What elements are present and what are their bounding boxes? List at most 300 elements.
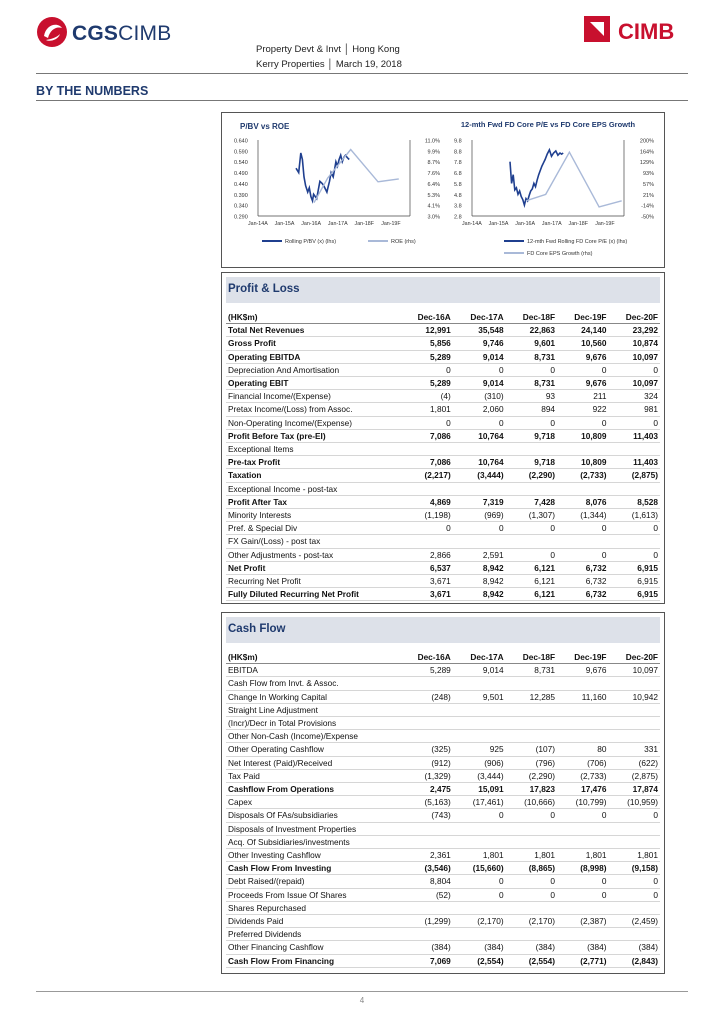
charts-svg: [222, 113, 664, 267]
pl-cell: 10,560: [557, 337, 608, 350]
cf-cell: [506, 901, 557, 914]
pl-row-label: Exceptional Income - post-tax: [226, 482, 400, 495]
cf-row-label: Cash Flow from Invt. & Assoc.: [226, 677, 400, 690]
y-left-tick-label: 5.8: [454, 181, 462, 188]
legend-label: ROE (rhs): [391, 239, 416, 245]
pl-table-row: [226, 575, 660, 588]
cf-cell: [609, 928, 661, 941]
pl-cell: 8,942: [453, 588, 506, 601]
cf-cell: [453, 730, 506, 743]
cf-cell: (2,733): [557, 769, 608, 782]
x-tick-label: Jan-17A: [327, 221, 348, 227]
pl-cell: 9,676: [557, 377, 608, 390]
cf-cell: (912): [400, 756, 453, 769]
pl-cell: 22,863: [506, 324, 557, 337]
pl-cell: 9,718: [506, 456, 557, 469]
pl-cell: 10,097: [609, 377, 661, 390]
cash-flow-panel: [221, 612, 665, 974]
cf-row-label: Capex: [226, 796, 400, 809]
pl-cell: 8,942: [453, 575, 506, 588]
cf-row-label: Disposals of Investment Properties: [226, 822, 400, 835]
pl-cell: (969): [453, 509, 506, 522]
pl-row-label: Pref. & Special Div: [226, 522, 400, 535]
cf-table-row: [226, 901, 660, 914]
logo-right-text: CIMB: [618, 19, 675, 44]
pl-row-label: Profit Before Tax (pre-EI): [226, 429, 400, 442]
x-tick-label: Jan-16A: [301, 221, 322, 227]
cf-cell: (8,865): [506, 862, 557, 875]
cf-cell: (52): [400, 888, 453, 901]
pl-cell: 24,140: [557, 324, 608, 337]
header-sector: Property Devt & Invt │ Hong Kong: [256, 44, 400, 55]
pl-cell: 0: [609, 548, 661, 561]
cf-cell: 0: [506, 888, 557, 901]
cf-cell: 0: [453, 875, 506, 888]
y-left-tick-label: 9.8: [454, 138, 462, 145]
pl-cell: 9,718: [506, 429, 557, 442]
cf-col-header: Dec-17A: [453, 651, 506, 664]
cf-table-row: [226, 928, 660, 941]
cf-cell: (1,299): [400, 915, 453, 928]
cash-flow-title-bar: [226, 617, 660, 643]
pl-table-row: [226, 403, 660, 416]
y-right-tick-label: 200%: [639, 138, 654, 145]
cf-cell: (3,546): [400, 862, 453, 875]
cf-cell: (384): [609, 941, 661, 954]
cf-cell: (2,290): [506, 769, 557, 782]
pl-cell: 6,732: [557, 561, 608, 574]
cf-table-row: [226, 915, 660, 928]
pl-cell: 9,601: [506, 337, 557, 350]
y-right-tick-label: 3.0%: [427, 214, 440, 221]
pl-cell: 3,671: [400, 588, 453, 601]
y-right-tick-label: 57%: [642, 181, 654, 188]
pl-cell: [453, 482, 506, 495]
pl-cell: 10,097: [609, 350, 661, 363]
pl-row-label: Profit After Tax: [226, 495, 400, 508]
pl-row-label: Pretax Income/(Loss) from Assoc.: [226, 403, 400, 416]
pl-cell: 8,076: [557, 495, 608, 508]
x-tick-label: Jan-17A: [541, 221, 562, 227]
pl-cell: (2,217): [400, 469, 453, 482]
cf-cell: 0: [609, 888, 661, 901]
pl-cell: 6,915: [609, 575, 661, 588]
pl-row-label: Minority Interests: [226, 509, 400, 522]
cf-cell: 9,014: [453, 664, 506, 677]
pl-table-row: [226, 363, 660, 376]
pl-col-header: Dec-16A: [400, 311, 453, 324]
cf-cell: [453, 677, 506, 690]
cf-cell: (743): [400, 809, 453, 822]
y-right-tick-label: 6.4%: [427, 181, 440, 188]
cf-cell: 2,475: [400, 783, 453, 796]
pl-cell: 0: [400, 522, 453, 535]
pl-cell: 2,591: [453, 548, 506, 561]
cf-cell: 9,501: [453, 690, 506, 703]
cf-table-row: [226, 664, 660, 677]
cf-cell: 0: [557, 875, 608, 888]
cf-cell: (8,998): [557, 862, 608, 875]
pl-cell: 10,764: [453, 456, 506, 469]
y-left-tick-label: 3.8: [454, 203, 462, 210]
pl-cell: 7,086: [400, 429, 453, 442]
pl-cell: 0: [609, 363, 661, 376]
cf-cell: (17,461): [453, 796, 506, 809]
pl-cell: [506, 443, 557, 456]
pl-cell: (3,444): [453, 469, 506, 482]
cf-col-header: Dec-19F: [557, 651, 608, 664]
pl-row-label: Gross Profit: [226, 337, 400, 350]
cf-row-label: Other Operating Cashflow: [226, 743, 400, 756]
pl-row-label: Non-Operating Income/(Expense): [226, 416, 400, 429]
y-right-tick-label: 11.0%: [424, 138, 440, 145]
pl-cell: 93: [506, 390, 557, 403]
pl-cell: [506, 535, 557, 548]
cf-cell: [506, 822, 557, 835]
cf-cell: (2,554): [506, 954, 557, 967]
x-tick-label: Jan-19F: [595, 221, 615, 227]
y-right-tick-label: 4.1%: [427, 203, 440, 210]
cf-table-row: [226, 756, 660, 769]
pl-row-label: Fully Diluted Recurring Net Profit: [226, 588, 400, 601]
y-left-tick-label: 0.290: [234, 214, 248, 221]
pl-cell: 35,548: [453, 324, 506, 337]
cf-cell: (10,799): [557, 796, 608, 809]
cf-table-row: [226, 862, 660, 875]
pl-cell: 7,086: [400, 456, 453, 469]
profit-loss-title: Profit & Loss: [228, 283, 300, 295]
cf-cell: [506, 703, 557, 716]
cf-cell: [400, 730, 453, 743]
pl-cell: 0: [453, 522, 506, 535]
pl-table-row: [226, 456, 660, 469]
cf-row-label: Other Financing Cashflow: [226, 941, 400, 954]
cf-cell: [506, 835, 557, 848]
pl-row-label: Total Net Revenues: [226, 324, 400, 337]
cf-cell: (15,660): [453, 862, 506, 875]
cf-cell: 9,676: [557, 664, 608, 677]
cf-cell: 12,285: [506, 690, 557, 703]
pl-cell: 0: [453, 416, 506, 429]
cf-cell: [453, 901, 506, 914]
cf-cell: 925: [453, 743, 506, 756]
pl-cell: 6,732: [557, 575, 608, 588]
pl-cell: (1,307): [506, 509, 557, 522]
cf-row-label: Cashflow From Operations: [226, 783, 400, 796]
cf-cell: [506, 928, 557, 941]
cf-cell: (2,875): [609, 769, 661, 782]
pl-cell: 9,014: [453, 377, 506, 390]
cf-cell: (325): [400, 743, 453, 756]
cf-cell: 0: [609, 875, 661, 888]
y-left-tick-label: 0.590: [234, 149, 248, 156]
pl-row-label: FX Gain/(Loss) - post tax: [226, 535, 400, 548]
cf-cell: [453, 835, 506, 848]
footer-divider: [36, 991, 688, 992]
pl-cell: (2,290): [506, 469, 557, 482]
cf-cell: (2,554): [453, 954, 506, 967]
cf-cell: (10,666): [506, 796, 557, 809]
cimb-square-icon: [584, 14, 612, 42]
cf-row-label: EBITDA: [226, 664, 400, 677]
roe-series-line: [314, 150, 399, 203]
cash-flow-title: Cash Flow: [228, 623, 286, 635]
cf-cell: (248): [400, 690, 453, 703]
pl-cell: 5,289: [400, 350, 453, 363]
pl-cell: (4): [400, 390, 453, 403]
pl-table-row: [226, 443, 660, 456]
cf-cell: (2,170): [506, 915, 557, 928]
cf-cell: [557, 835, 608, 848]
pl-table-row: [226, 469, 660, 482]
pl-cell: 12,991: [400, 324, 453, 337]
pl-cell: [557, 482, 608, 495]
pl-cell: 10,764: [453, 429, 506, 442]
chart-title: P/BV vs ROE: [240, 122, 290, 131]
cf-cell: [557, 822, 608, 835]
pl-table-row: [226, 324, 660, 337]
pl-row-label: Operating EBIT: [226, 377, 400, 390]
cf-cell: (384): [400, 941, 453, 954]
x-tick-label: Jan-18F: [354, 221, 374, 227]
cf-cell: 0: [506, 875, 557, 888]
pl-cell: [400, 482, 453, 495]
cf-row-label: Proceeds From Issue Of Shares: [226, 888, 400, 901]
pl-cell: [609, 482, 661, 495]
pl-cell: (310): [453, 390, 506, 403]
cf-table-row: [226, 835, 660, 848]
cf-col-header: Dec-16A: [400, 651, 453, 664]
logo-left-bold: CGS: [72, 22, 119, 45]
pl-table-row: [226, 548, 660, 561]
x-tick-label: Jan-14A: [248, 221, 268, 227]
x-tick-label: Jan-15A: [488, 221, 509, 227]
cf-cell: 331: [609, 743, 661, 756]
cf-cell: [400, 822, 453, 835]
y-left-tick-label: 0.440: [234, 181, 248, 188]
cf-cell: (10,959): [609, 796, 661, 809]
cf-cell: 0: [453, 888, 506, 901]
cf-row-label: Acq. Of Subsidiaries/investments: [226, 835, 400, 848]
pl-cell: 0: [400, 363, 453, 376]
y-right-tick-label: 129%: [639, 160, 654, 167]
pl-table-row: [226, 509, 660, 522]
cf-cell: [400, 928, 453, 941]
pl-cell: (1,198): [400, 509, 453, 522]
cgs-cimb-logo: [36, 16, 196, 50]
cf-cell: [506, 677, 557, 690]
y-left-tick-label: 0.390: [234, 192, 248, 199]
cf-cell: [400, 901, 453, 914]
cf-cell: [557, 730, 608, 743]
cf-row-label: Straight Line Adjustment: [226, 703, 400, 716]
cf-table-row: [226, 703, 660, 716]
cf-table-row: [226, 822, 660, 835]
profit-loss-table: [226, 311, 660, 601]
pl-cell: 0: [506, 522, 557, 535]
pl-cell: 9,676: [557, 350, 608, 363]
cimb-logo: [584, 14, 694, 48]
pl-cell: 7,319: [453, 495, 506, 508]
cf-cell: (384): [506, 941, 557, 954]
cf-cell: 15,091: [453, 783, 506, 796]
pl-cell: 0: [609, 416, 661, 429]
y-left-tick-label: 0.490: [234, 171, 248, 178]
cf-cell: 0: [609, 809, 661, 822]
cf-cell: 80: [557, 743, 608, 756]
cf-table-row: [226, 730, 660, 743]
pl-row-label: Net Profit: [226, 561, 400, 574]
header-divider: [36, 73, 688, 74]
legend-label: Rolling P/BV (x) (lhs): [285, 239, 337, 245]
y-left-tick-label: 2.8: [454, 214, 462, 221]
pl-cell: 9,014: [453, 350, 506, 363]
pl-cell: [400, 535, 453, 548]
cf-cell: [453, 703, 506, 716]
x-tick-label: Jan-15A: [274, 221, 295, 227]
y-left-tick-label: 7.8: [454, 160, 462, 167]
cf-cell: (107): [506, 743, 557, 756]
cf-cell: (3,444): [453, 769, 506, 782]
header-company-date: Kerry Properties │ March 19, 2018: [256, 59, 402, 70]
pl-cell: 324: [609, 390, 661, 403]
y-right-tick-label: 9.9%: [427, 149, 440, 156]
pl-row-label: Recurring Net Profit: [226, 575, 400, 588]
pl-cell: 3,671: [400, 575, 453, 588]
x-tick-label: Jan-16A: [515, 221, 536, 227]
cf-cell: 1,801: [557, 849, 608, 862]
cf-table-row: [226, 796, 660, 809]
cf-cell: [609, 717, 661, 730]
pl-cell: 23,292: [609, 324, 661, 337]
pl-cell: 0: [453, 363, 506, 376]
pl-row-label: Other Adjustments - post-tax: [226, 548, 400, 561]
cf-table-row: [226, 954, 660, 967]
pl-col-header: Dec-19F: [557, 311, 608, 324]
cf-row-label: Cash Flow From Investing: [226, 862, 400, 875]
pl-cell: 2,060: [453, 403, 506, 416]
legend-label: 12-mth Fwd Rolling FD Core P/E (x) (lhs): [527, 239, 628, 245]
cf-cell: 0: [453, 809, 506, 822]
cf-cell: 10,097: [609, 664, 661, 677]
cf-row-label: (Incr)/Decr in Total Provisions: [226, 717, 400, 730]
cf-cell: [453, 928, 506, 941]
cf-cell: 7,069: [400, 954, 453, 967]
pl-table-row: [226, 588, 660, 601]
x-tick-label: Jan-18F: [568, 221, 588, 227]
profit-loss-panel: [221, 272, 665, 604]
charts-panel: [221, 112, 665, 268]
pl-cell: 0: [609, 522, 661, 535]
pl-cell: 6,121: [506, 575, 557, 588]
y-right-tick-label: -50%: [641, 214, 654, 221]
pl-cell: 981: [609, 403, 661, 416]
cf-col-header: (HK$m): [226, 651, 400, 664]
cf-cell: (2,843): [609, 954, 661, 967]
cf-row-label: Cash Flow From Financing: [226, 954, 400, 967]
y-left-tick-label: 8.8: [454, 149, 462, 156]
pl-table-row: [226, 495, 660, 508]
pl-table-row: [226, 337, 660, 350]
y-left-tick-label: 0.540: [234, 160, 248, 167]
pl-cell: 11,403: [609, 456, 661, 469]
cf-cell: (5,163): [400, 796, 453, 809]
pl-row-label: Exceptional Items: [226, 443, 400, 456]
cf-cell: (384): [453, 941, 506, 954]
cf-col-header: Dec-20F: [609, 651, 661, 664]
cf-cell: (622): [609, 756, 661, 769]
pl-row-label: Operating EBITDA: [226, 350, 400, 363]
pl-table-row: [226, 482, 660, 495]
y-left-tick-label: 4.8: [454, 192, 462, 199]
cf-cell: (2,459): [609, 915, 661, 928]
pl-cell: (2,733): [557, 469, 608, 482]
cf-table-row: [226, 875, 660, 888]
pl-cell: 8,731: [506, 350, 557, 363]
pl-cell: 0: [557, 548, 608, 561]
y-left-tick-label: 0.340: [234, 203, 248, 210]
pl-row-label: Depreciation And Amortisation: [226, 363, 400, 376]
pl-table-row: [226, 350, 660, 363]
pl-cell: [453, 443, 506, 456]
pl-col-header: Dec-20F: [609, 311, 661, 324]
cf-cell: 5,289: [400, 664, 453, 677]
cash-flow-table: [226, 651, 660, 968]
cf-table-row: [226, 717, 660, 730]
cf-cell: 17,476: [557, 783, 608, 796]
pl-cell: 6,915: [609, 588, 661, 601]
cf-row-label: Debt Raised/(repaid): [226, 875, 400, 888]
cf-cell: (796): [506, 756, 557, 769]
cf-cell: (2,170): [453, 915, 506, 928]
logo-left-thin: CIMB: [118, 22, 172, 45]
pl-cell: [557, 443, 608, 456]
cf-cell: 1,801: [609, 849, 661, 862]
cf-cell: 0: [557, 888, 608, 901]
x-tick-label: Jan-14A: [462, 221, 482, 227]
pl-table-row: [226, 390, 660, 403]
pl-cell: 2,866: [400, 548, 453, 561]
pl-table-row: [226, 561, 660, 574]
pl-cell: 9,746: [453, 337, 506, 350]
cf-row-label: Preferred Dividends: [226, 928, 400, 941]
cf-table-row: [226, 769, 660, 782]
cf-cell: 10,942: [609, 690, 661, 703]
pl-cell: (1,344): [557, 509, 608, 522]
cf-table-row: [226, 849, 660, 862]
pl-cell: 894: [506, 403, 557, 416]
cf-row-label: Net Interest (Paid)/Received: [226, 756, 400, 769]
pl-cell: 0: [506, 416, 557, 429]
cf-cell: [609, 822, 661, 835]
cf-cell: [557, 677, 608, 690]
cf-cell: (706): [557, 756, 608, 769]
pl-cell: (2,875): [609, 469, 661, 482]
pl-cell: [609, 535, 661, 548]
cf-cell: [506, 730, 557, 743]
pl-cell: [400, 443, 453, 456]
cf-row-label: Shares Repurchased: [226, 901, 400, 914]
cf-row-label: Disposals Of FAs/subsidiaries: [226, 809, 400, 822]
cf-cell: 11,160: [557, 690, 608, 703]
y-left-tick-label: 6.8: [454, 171, 462, 178]
cf-table-row: [226, 941, 660, 954]
y-left-tick-label: 0.640: [234, 138, 248, 145]
pl-table-row: [226, 377, 660, 390]
cf-cell: [400, 717, 453, 730]
pl-cell: 8,528: [609, 495, 661, 508]
cf-cell: [557, 703, 608, 716]
